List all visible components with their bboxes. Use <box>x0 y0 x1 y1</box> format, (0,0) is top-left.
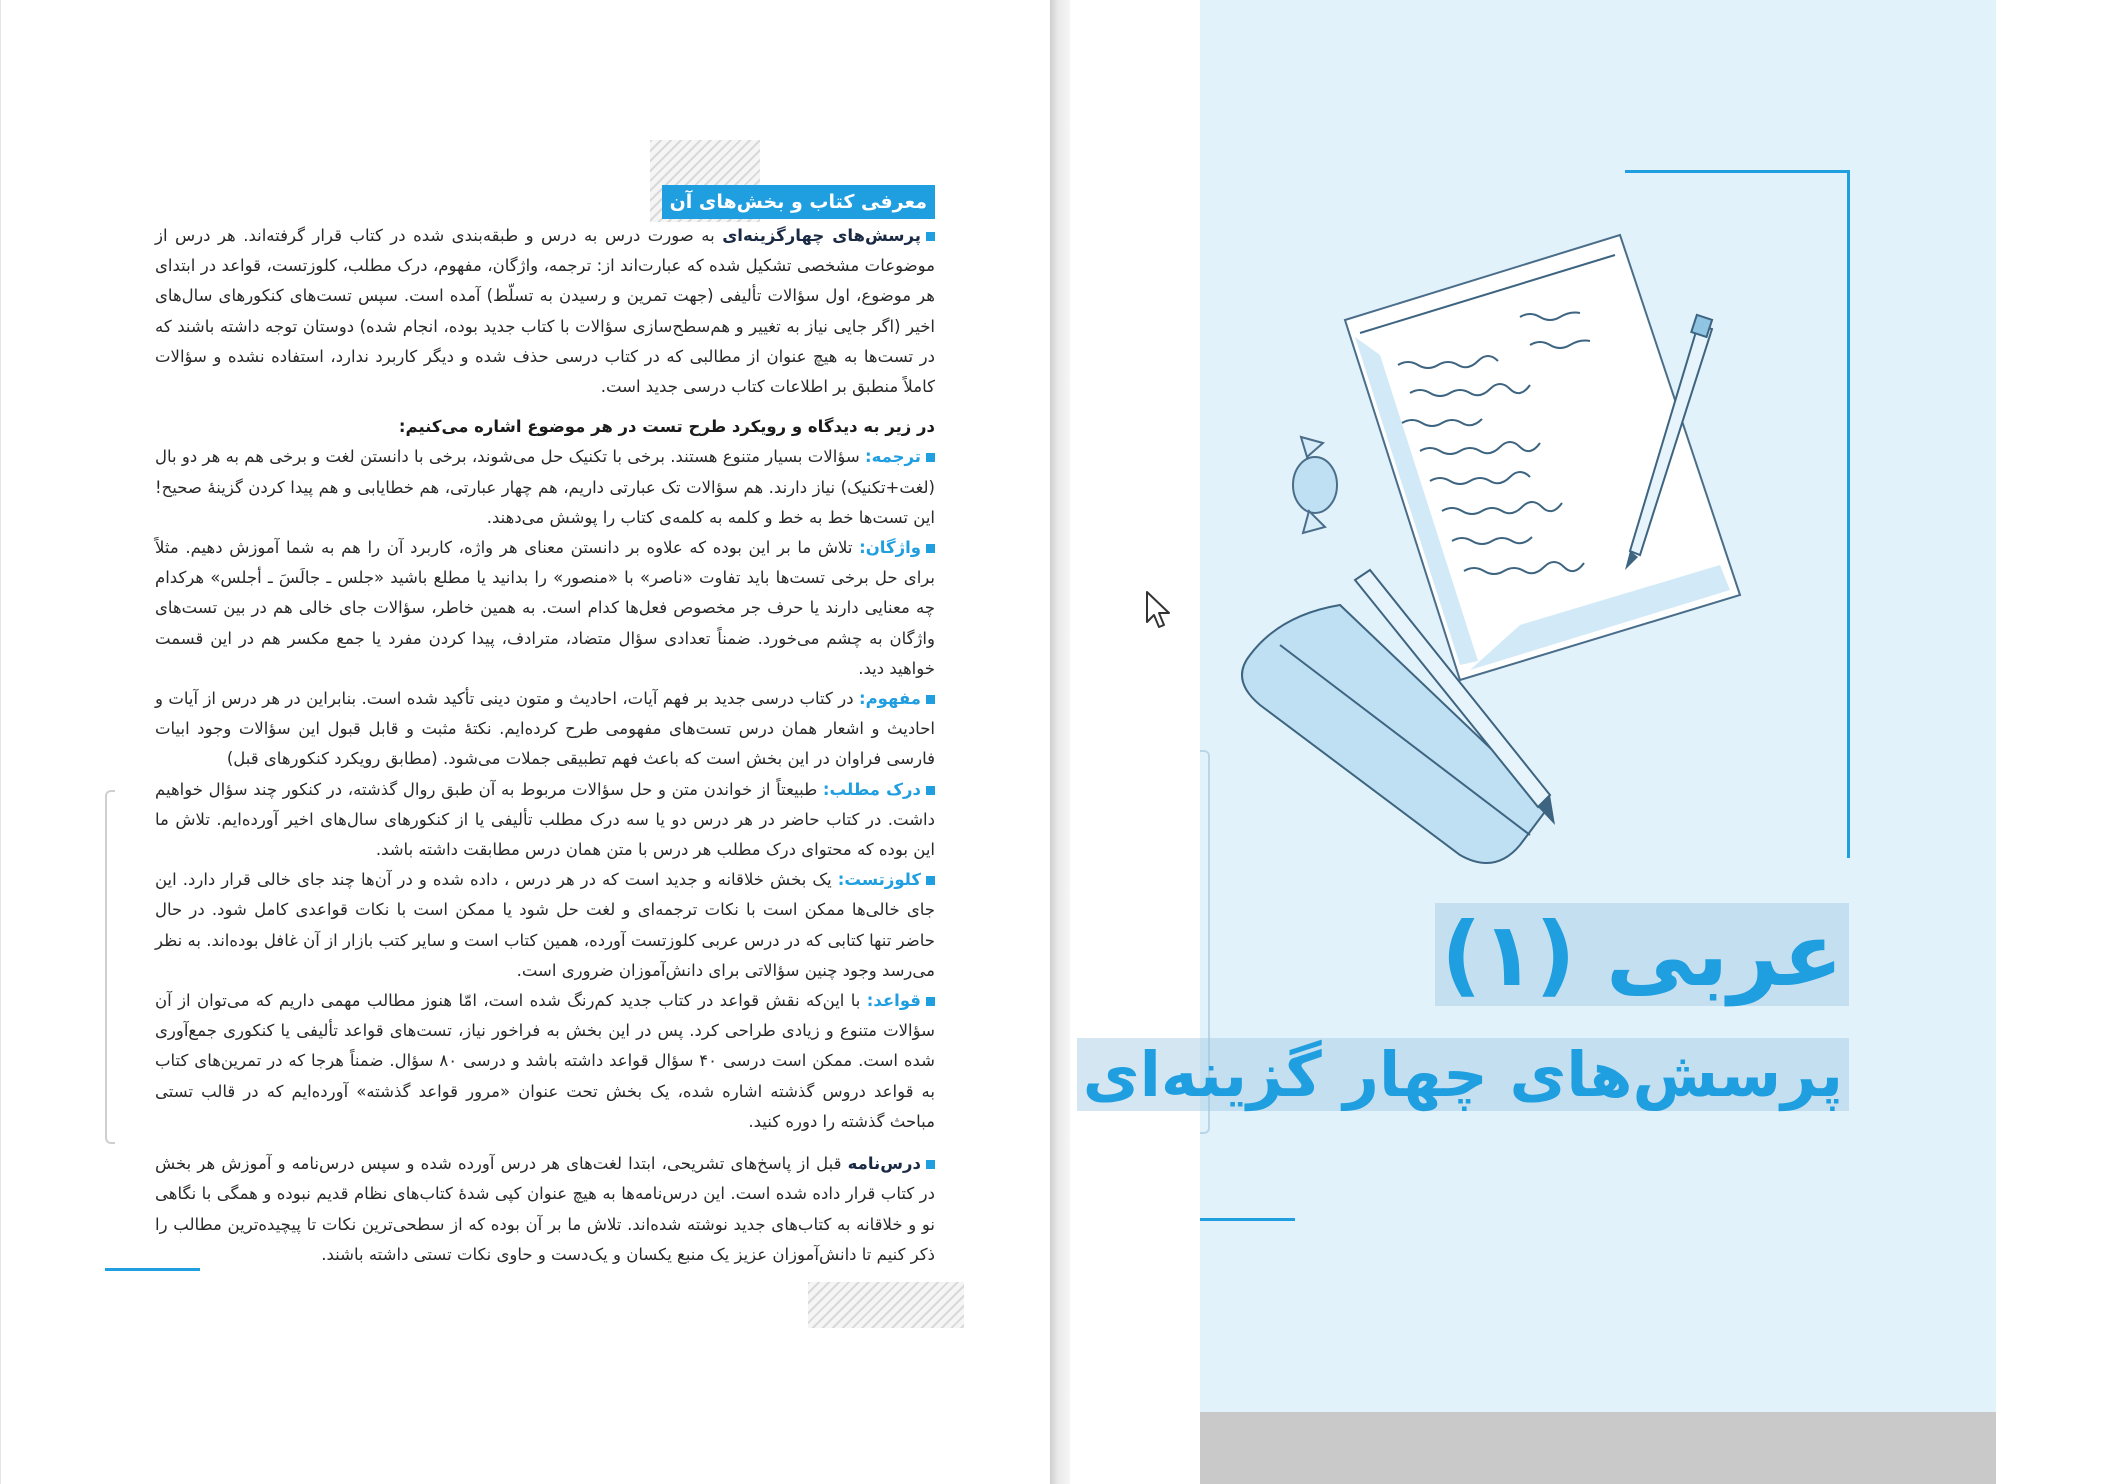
cover-subtitle <box>1077 1035 1849 1115</box>
bullet-square-icon <box>926 1160 935 1169</box>
cover-title <box>1435 905 1849 1005</box>
closing-keyword: درس‌نامه <box>847 1154 921 1174</box>
item-lesson-notes <box>155 1149 935 1270</box>
item-keyword: درک مطلب: <box>822 779 921 799</box>
bullet-square-icon <box>926 232 935 241</box>
cover-frame-top <box>1625 170 1850 173</box>
footer-hatch-decoration <box>808 1282 964 1328</box>
item-keyword: کلوزتست: <box>837 870 921 890</box>
item-grammar <box>155 986 935 1137</box>
item-translation <box>155 442 935 533</box>
item-keyword: قواعد: <box>866 991 921 1011</box>
bullet-square-icon <box>926 997 935 1006</box>
bullet-square-icon <box>926 876 935 885</box>
candy-icon <box>1293 437 1337 533</box>
item-text: طبیعتاً از خواندن متن و حل سؤالات مربوط به آن طبق روال گذشته، در کنکور چند سؤال خواهیم داشت. در کتاب حاضر در هر درس دو یا سه درک مطلب تألیفی یا از کنکورهای سال‌های اخیر آورده‌ایم. تلاش ما این بوده که محتوای درک مطلب هر درس با متن همان درس مطابقت داشته باشد. <box>155 779 935 860</box>
left-margin-bracket <box>105 790 115 1144</box>
bullet-square-icon <box>926 695 935 704</box>
item-concept <box>155 684 935 775</box>
bullet-square-icon <box>926 453 935 462</box>
cover-title-text: عربی (۱) <box>1435 903 1849 1006</box>
item-keyword: ترجمه: <box>864 447 921 467</box>
cover-frame-right <box>1847 170 1850 858</box>
item-text: یک بخش خلاقانه و جدید است که در هر درس ، داده شده و در آن‌ها چند جای خالی قرار دارد. این جای خالی‌ها ممکن است با نکات ترجمه‌ای و لغت حل شود یا ممکن است با نکات قواعدی کامل شود. در حال حاضر تنها کتابی که در درس عربی کلوزتست آورده، همین کتاب است و سایر کتب بازار از آن غافل بوده‌اند. به نظر می‌رسد وجود چنین سؤالاتی برای دانش‌آموزان ضروری است. <box>155 870 935 980</box>
closing-text: قبل از پاسخ‌های تشریحی، ابتدا لغت‌های هر درس آورده شده و سپس درس‌نامه و آموزش هر بخش در کتاب قرار داده شده است. این درس‌نامه‌ها به هیچ عنوان کپی شدهٔ کتاب‌های نظام قدیم نبوده و همگی با نگاهی نو و خلاقانه به کتاب‌های جدید نوشته شده‌اند. تلاش ما بر آن بوده که از سطحی‌ترین نکات تا پیچیده‌ترین مطالب را ذکر کنیم تا دانش‌آموزان عزیز یک منبع یکسان و یک‌دست و حاوی نکات تستی داشته باشند. <box>155 1154 935 1264</box>
item-cloze-test <box>155 865 935 986</box>
item-text: سؤالات بسیار متنوع هستند. برخی با تکنیک حل می‌شوند، برخی با دانستن لغت و برخی هم به هر دو بال (لغت+تکنیک) نیاز دارند. هم سؤالات تک عبارتی داریم، هم چهار عبارتی، هم خطایابی و هم پیدا کردن گزینهٔ صحیح! این تست‌ها خط به خط و کلمه به کلمه‌ی کتاب را پوشش می‌دهند. <box>155 447 935 527</box>
item-keyword: مفهوم: <box>858 689 921 709</box>
intro-paragraph <box>155 221 935 402</box>
cover-footer-band <box>1200 1412 1996 1484</box>
approach-subheading: در زیر به دیدگاه و رویکرد طرح تست در هر موضوع اشاره می‌کنیم: <box>398 417 935 437</box>
intro-article <box>155 185 935 1270</box>
item-text: با این‌که نقش قواعد در کتاب جدید کم‌رنگ شده است، امّا هنوز مطالب مهمی داریم که می‌توان از آن سؤالات متنوع و زیادی طراحی کرد. پس در این بخش به فراخور نیاز، تست‌های قواعد تألیفی یا کنکوری جمع‌آوری شده است. ممکن است درسی ۴۰ سؤال قواعد داشته باشد و درسی ۸۰ سؤال. ضمناً هرجا که در تمرین‌های کتاب به قواعد دروس گذشته اشاره شده، یک بخش تحت عنوان «مرور قواعد گذشته» آورده‌ایم که در قالب تستی مباحث گذشته را دوره کنید. <box>155 991 935 1131</box>
intro-keyword: پرسش‌های چهارگزینه‌ای <box>722 226 921 245</box>
item-comprehension <box>155 775 935 866</box>
item-text: تلاش ما بر این بوده که علاوه بر دانستن معنای هر واژه، کاربرد آن را هم به شما آموزش دهیم. مثلاً برای حل برخی تست‌ها باید تفاوت «ناصر» با «منصور» را بدانید یا مطلع باشید «جلس ـ جالَسَ ـ أجلس» هرکدام چه معنایی دارند یا حرف جر مخصوص فعل‌ها کدام است. به همین خاطر، سؤالات جای خالی هم در بین تست‌های واژگان به چشم می‌خورد. ضمناً تعدادی سؤال متضاد، مترادف، پیدا کردن مفرد یا جمع مکسر هم در این قسمت خواهید دید. <box>155 538 935 678</box>
bullet-square-icon <box>926 786 935 795</box>
bullet-square-icon <box>926 544 935 553</box>
notepad-illustration <box>1220 225 1760 875</box>
intro-text: به صورت درس به درس و طبقه‌بندی شده در کتاب قرار گرفته‌اند. هر درس از موضوعات مشخصی تشکیل شده که عبارت‌اند از: ترجمه، واژگان، مفهوم، درک مطلب، کلوزتست، قواعد در ابتدای هر موضوع، اول سؤالات تألیفی (جهت تمرین و رسیدن به تسلّط) آمده است. سپس تست‌های کنکورهای سال‌های اخیر (اگر جایی نیاز به تغییر و هم‌سطح‌سازی سؤالات با کتاب جدید بوده، انجام شده) دوستان توجه داشته باشند که در تست‌ها به هیچ عنوان از مطالبی که در کتاب درسی حذف شده و دیگر کاربرد ندارد، استفاده نشده و سؤالات کاملاً منطبق بر اطلاعات کتاب درسی جدید است. <box>155 226 935 397</box>
item-vocabulary <box>155 533 935 684</box>
mouse-cursor-icon <box>1145 590 1173 632</box>
item-keyword: واژگان: <box>859 538 922 558</box>
cover-subtitle-text: پرسش‌های چهار گزینه‌ای <box>1077 1038 1849 1111</box>
book-gutter <box>1050 0 1070 1484</box>
right-page-margin <box>1070 0 1200 1484</box>
item-text: در کتاب درسی جدید بر فهم آیات، احادیث و متون دینی تأکید شده است. بنابراین در هر درس از آیات و احادیث و اشعار همان درس تست‌های مفهومی طرح کرده‌ایم. نکتهٔ مثبت و قابل قبول این سؤالات وجود ابیات فارسی فراوان در این بخش است که باعث فهم تطبیقی جملات می‌شود. (مطابق رویکرد کنکورهای قبل) <box>155 689 935 769</box>
section-title: معرفی کتاب و بخش‌های آن <box>662 185 935 219</box>
cover-frame-bottom <box>1200 1218 1295 1221</box>
